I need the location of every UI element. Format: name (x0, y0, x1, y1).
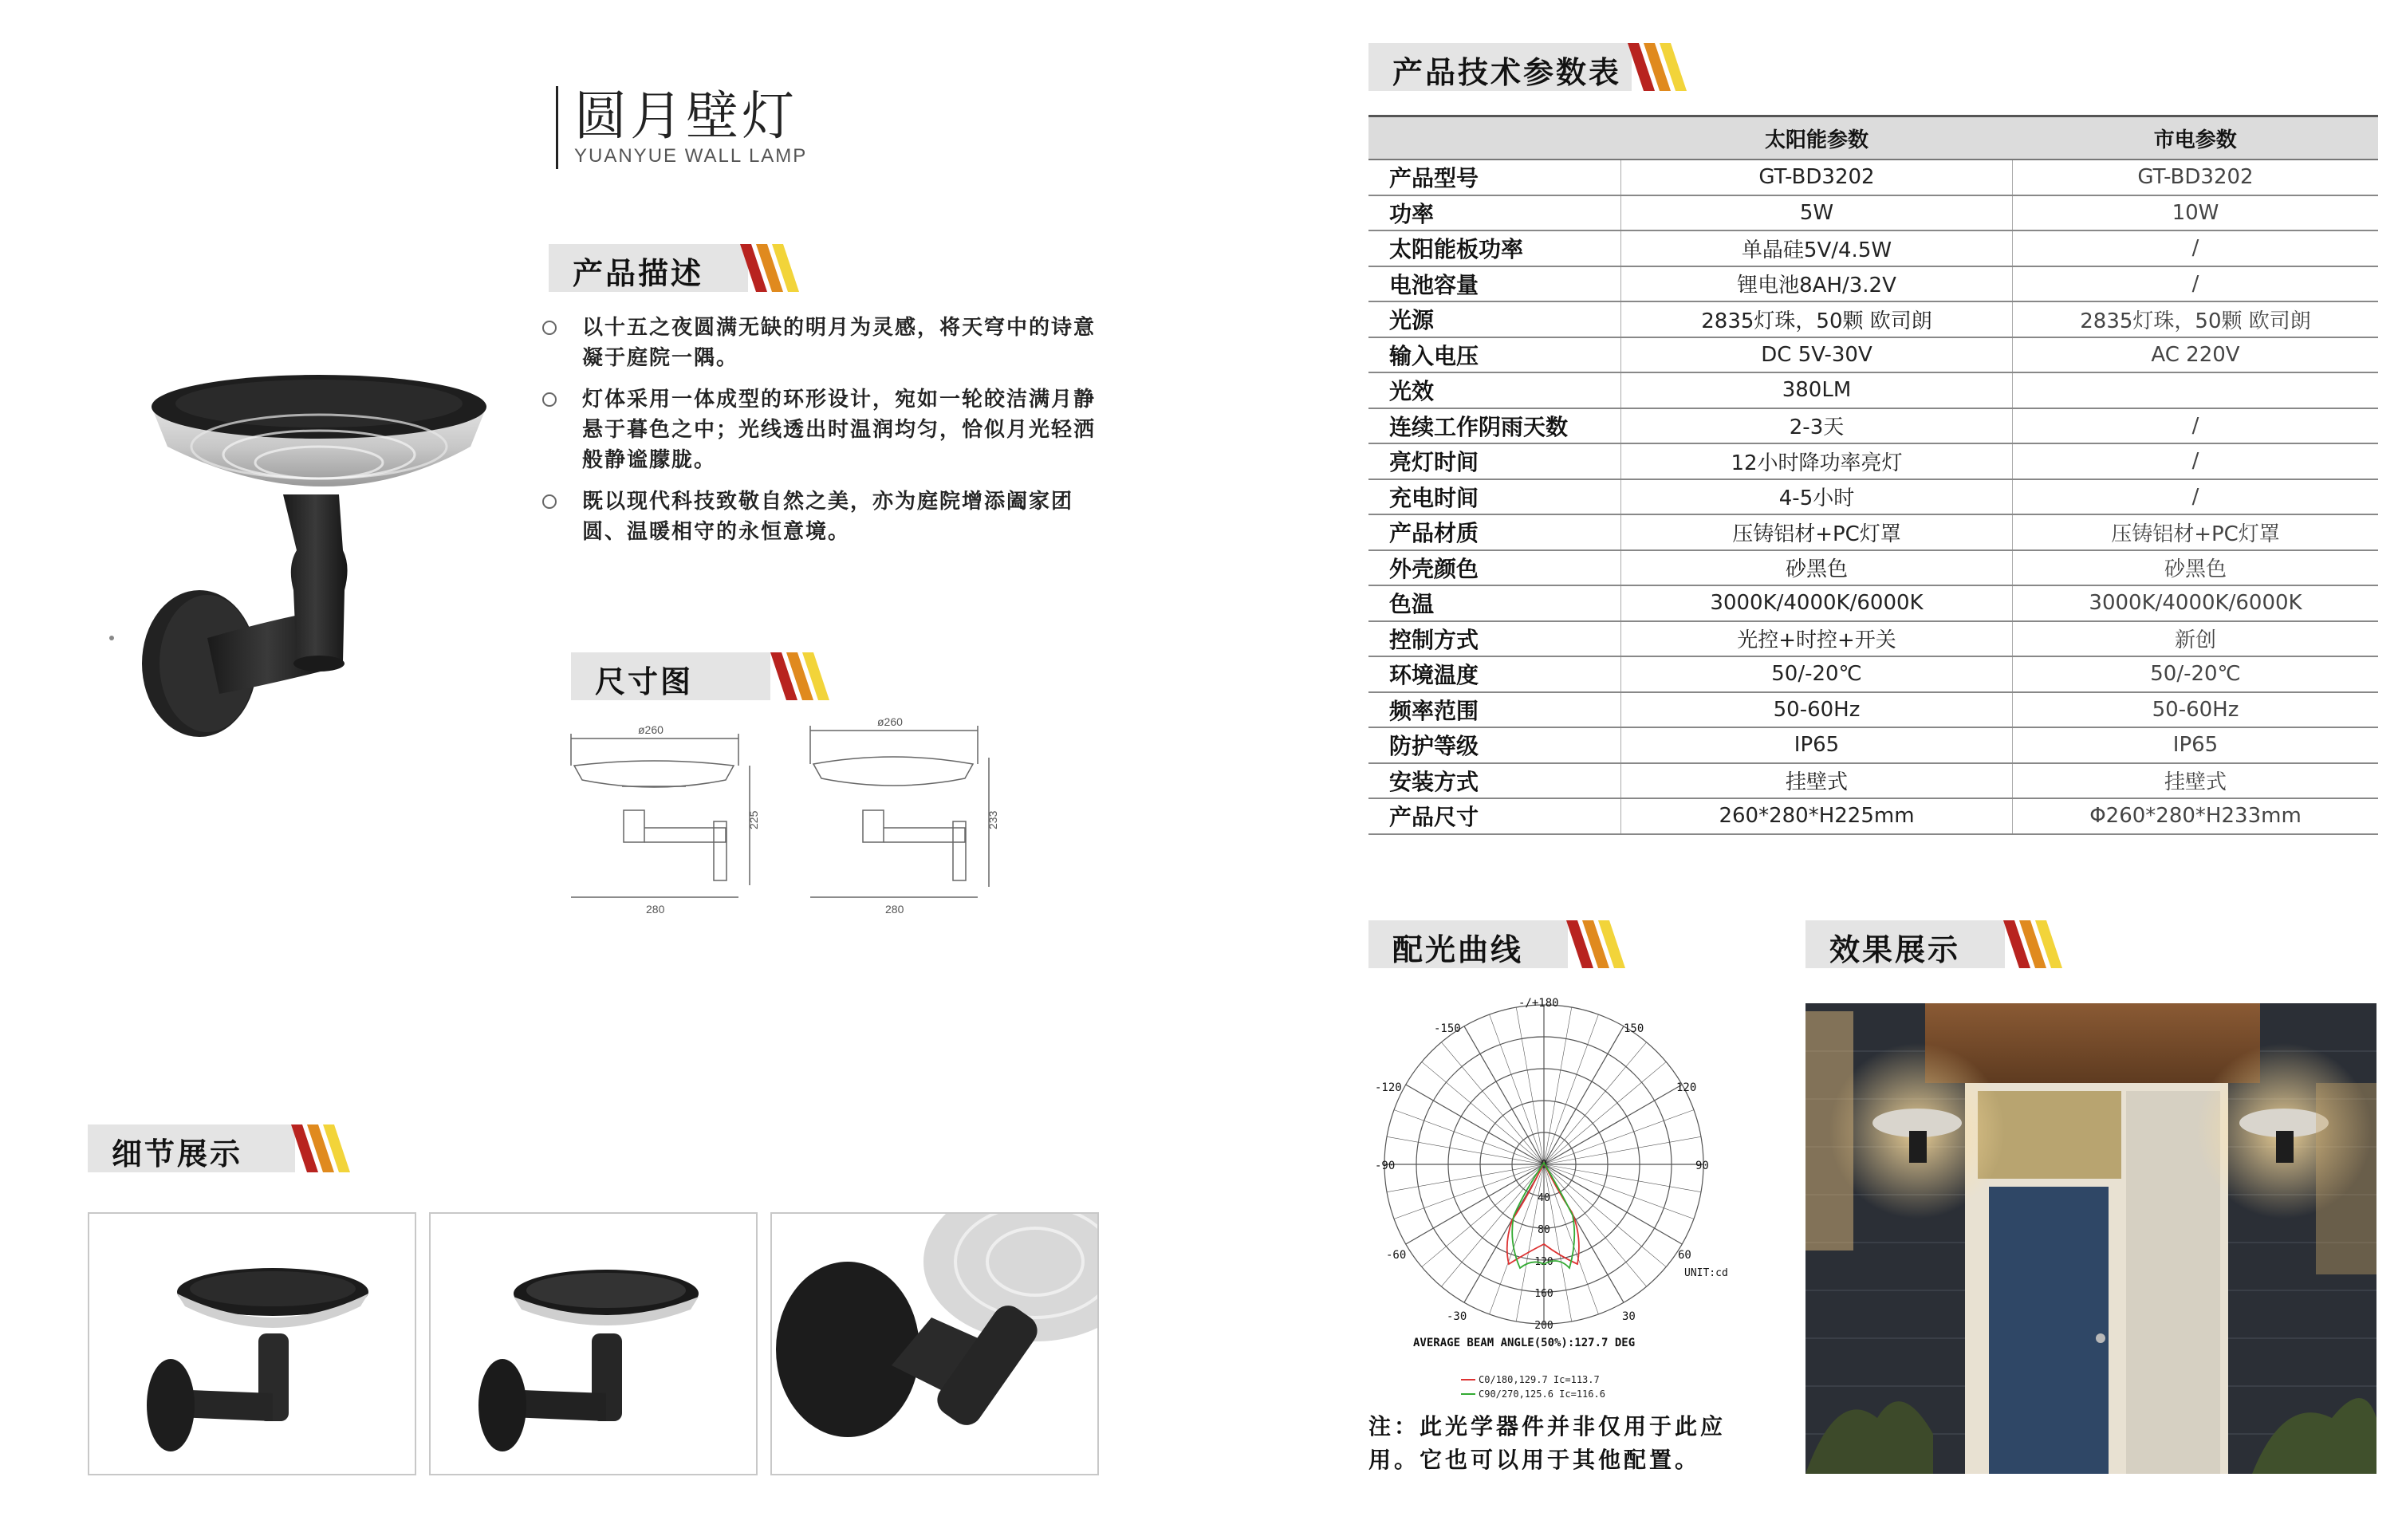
spec-solar: 2835灯珠，50颗 欧司朗 (1621, 301, 2013, 337)
stripe-decoration-icon (291, 1124, 363, 1172)
description-item: 以十五之夜圆满无缺的明月为灵感，将天穹中的诗意凝于庭院一隅。 (542, 313, 1101, 373)
spec-key: 频率范围 (1368, 692, 1621, 728)
section-label: 产品描述 (573, 256, 704, 291)
table-row (1368, 479, 2378, 515)
spec-mains: Φ260*280*H233mm (2013, 798, 2379, 834)
table-row (1368, 656, 2378, 692)
stripe-decoration-icon (2003, 920, 2075, 968)
table-row (1368, 372, 2378, 408)
spec-solar: IP65 (1621, 727, 2013, 763)
spec-mains: / (2013, 479, 2379, 515)
description-list (542, 313, 1101, 558)
spec-solar: 挂壁式 (1621, 763, 2013, 799)
polar-spoke (1544, 1164, 1666, 1267)
spec-mains: / (2013, 408, 2379, 444)
angle-label: 150 (1624, 1022, 1644, 1035)
radial-label: 120 (1534, 1256, 1553, 1268)
spec-key: 太阳能板功率 (1368, 230, 1621, 266)
table-header-cell: 太阳能参数 (1621, 116, 2013, 160)
polar-spoke (1422, 1061, 1544, 1164)
lamp-detail-image (772, 1214, 1097, 1474)
table-row (1368, 763, 2378, 799)
spec-key: 产品尺寸 (1368, 798, 1621, 834)
section-header-light-curve (1368, 920, 1640, 968)
spec-key: 环境温度 (1368, 656, 1621, 692)
angle-label: -60 (1386, 1249, 1407, 1262)
table-header-cell (1368, 116, 1621, 160)
spec-solar: 12小时降功率亮灯 (1621, 443, 2013, 479)
spec-key: 安装方式 (1368, 763, 1621, 799)
spec-solar: 260*280*H225mm (1621, 798, 2013, 834)
spec-mains: 2835灯珠，50颗 欧司朗 (2013, 301, 2379, 337)
spec-solar: 2-3天 (1621, 408, 2013, 444)
table-row (1368, 585, 2378, 621)
section-header-description (549, 244, 820, 292)
spec-key: 功率 (1368, 195, 1621, 231)
spec-key: 光效 (1368, 372, 1621, 408)
spec-mains: IP65 (2013, 727, 2379, 763)
optics-note: 注：此光学器件并非仅用于此应用。它也可以用于其他配置。 (1368, 1413, 1727, 1473)
spec-mains: 新创 (2013, 621, 2379, 657)
spec-solar: 3000K/4000K/6000K (1621, 585, 2013, 621)
dim-height-2: 233 (986, 810, 999, 829)
spec-solar: GT-BD3202 (1621, 160, 2013, 195)
angle-label: -30 (1447, 1310, 1467, 1323)
dim-width-1: 280 (646, 903, 665, 916)
spec-key: 产品材质 (1368, 514, 1621, 550)
spec-mains: / (2013, 266, 2379, 302)
spec-solar: 4-5小时 (1621, 479, 2013, 515)
spec-mains: 50-60Hz (2013, 692, 2379, 728)
spec-key: 连续工作阴雨天数 (1368, 408, 1621, 444)
angle-label: 90 (1695, 1160, 1709, 1172)
spec-mains: / (2013, 230, 2379, 266)
section-label: 配光曲线 (1392, 932, 1524, 967)
spec-key: 充电时间 (1368, 479, 1621, 515)
product-main-image (88, 351, 502, 750)
table-row (1368, 195, 2378, 231)
table-header-cell: 市电参数 (2013, 116, 2379, 160)
section-label: 细节展示 (112, 1136, 243, 1172)
product-title-en: YUANYUE WALL LAMP (574, 145, 808, 167)
stripe-decoration-icon (1628, 43, 1699, 91)
detail-photo-2 (429, 1212, 758, 1475)
angle-label: -150 (1434, 1022, 1461, 1035)
spec-mains (2013, 372, 2379, 408)
polar-spoke (1441, 1164, 1544, 1286)
beam-angle-label: AVERAGE BEAM ANGLE(50%):127.7 DEG (1413, 1337, 1636, 1349)
unit-label: UNIT:cd (1684, 1267, 1728, 1279)
table-row (1368, 514, 2378, 550)
polar-spoke (1544, 1042, 1647, 1164)
dim-diameter-2: ø260 (877, 718, 903, 728)
spec-key: 外壳颜色 (1368, 550, 1621, 586)
light-distribution-curve (1368, 989, 1743, 1404)
dimension-drawings (566, 718, 1013, 925)
radial-label: 160 (1534, 1288, 1553, 1300)
detail-photo-3 (770, 1212, 1099, 1475)
table-row (1368, 301, 2378, 337)
section-header-effect (1805, 920, 2077, 968)
table-header-row (1368, 116, 2378, 160)
spec-mains: 10W (2013, 195, 2379, 231)
legend-c0: C0/180,129.7 Ic=113.7 (1479, 1374, 1600, 1385)
angle-label: -120 (1375, 1081, 1402, 1094)
angle-label: 30 (1622, 1310, 1636, 1323)
polar-spoke (1441, 1042, 1544, 1164)
section-label: 产品技术参数表 (1392, 55, 1622, 90)
angle-label: -/+180 (1518, 997, 1559, 1010)
spec-mains: 50/-20℃ (2013, 656, 2379, 692)
spec-solar: DC 5V-30V (1621, 337, 2013, 373)
product-title: 圆月壁灯 (574, 85, 797, 147)
bullet-icon (542, 494, 557, 509)
polar-spoke (1544, 1164, 1647, 1286)
installation-scene-image (1805, 1003, 2376, 1474)
spec-key: 色温 (1368, 585, 1621, 621)
bullet-icon (542, 321, 557, 335)
spec-table (1368, 115, 2378, 835)
spec-solar: 5W (1621, 195, 2013, 231)
section-header-details (88, 1124, 375, 1172)
polar-spoke (1544, 1061, 1666, 1164)
table-row (1368, 550, 2378, 586)
spec-key: 电池容量 (1368, 266, 1621, 302)
table-row (1368, 408, 2378, 444)
spec-key: 亮灯时间 (1368, 443, 1621, 479)
table-row (1368, 621, 2378, 657)
spec-mains: GT-BD3202 (2013, 160, 2379, 195)
radial-label: 0 (1541, 1159, 1547, 1171)
dim-height-1: 225 (747, 810, 760, 829)
title-accent-bar (556, 86, 558, 169)
bullet-icon (542, 392, 557, 407)
spec-mains: 压铸铝材+PC灯罩 (2013, 514, 2379, 550)
radial-label: 40 (1538, 1192, 1550, 1204)
detail-photo-1 (88, 1212, 416, 1475)
section-header-specs (1368, 43, 1703, 91)
radial-label: 200 (1534, 1320, 1553, 1332)
stripe-decoration-icon (770, 652, 842, 700)
spec-mains: 3000K/4000K/6000K (2013, 585, 2379, 621)
dim-width-2: 280 (885, 903, 904, 916)
dim-diameter-1: ø260 (638, 723, 664, 736)
legend-c90: C90/270,125.6 Ic=116.6 (1479, 1388, 1605, 1400)
table-row (1368, 337, 2378, 373)
table-row (1368, 266, 2378, 302)
polar-spoke (1422, 1164, 1544, 1267)
spec-solar: 50-60Hz (1621, 692, 2013, 728)
spec-solar: 单晶硅5V/4.5W (1621, 230, 2013, 266)
table-row (1368, 230, 2378, 266)
description-item: 既以现代科技致敬自然之美，亦为庭院增添阖家团圆、温暖相守的永恒意境。 (542, 486, 1101, 547)
spec-solar: 50/-20℃ (1621, 656, 2013, 692)
spec-solar: 380LM (1621, 372, 2013, 408)
table-row (1368, 443, 2378, 479)
c90-curve (1512, 1163, 1574, 1268)
spec-key: 输入电压 (1368, 337, 1621, 373)
table-row (1368, 160, 2378, 195)
spec-mains: AC 220V (2013, 337, 2379, 373)
angle-label: 120 (1676, 1081, 1697, 1094)
spec-solar: 锂电池8AH/3.2V (1621, 266, 2013, 302)
spec-mains: / (2013, 443, 2379, 479)
stripe-decoration-icon (1566, 920, 1638, 968)
spec-key: 光源 (1368, 301, 1621, 337)
spec-mains: 挂壁式 (2013, 763, 2379, 799)
stripe-decoration-icon (740, 244, 812, 292)
lamp-detail-image (89, 1214, 415, 1474)
radial-label: 80 (1538, 1224, 1550, 1236)
table-row (1368, 727, 2378, 763)
spec-mains: 砂黑色 (2013, 550, 2379, 586)
table-row (1368, 798, 2378, 834)
description-item: 灯体采用一体成型的环形设计，宛如一轮皎洁满月静悬于暮色之中；光线透出时温润均匀，恰似月光轻洒般静谧朦胧。 (542, 384, 1101, 475)
dimension-drawing-2 (810, 726, 989, 897)
lamp-detail-image (431, 1214, 756, 1474)
effect-photo (1805, 1003, 2376, 1474)
spec-solar: 光控+时控+开关 (1621, 621, 2013, 657)
section-label: 尺寸图 (595, 664, 694, 699)
angle-label: 60 (1678, 1249, 1691, 1262)
spec-solar: 压铸铝材+PC灯罩 (1621, 514, 2013, 550)
section-label: 效果展示 (1829, 932, 1961, 967)
spec-key: 防护等级 (1368, 727, 1621, 763)
dimension-drawing-1 (571, 734, 750, 897)
spec-key: 控制方式 (1368, 621, 1621, 657)
table-row (1368, 692, 2378, 728)
angle-label: -90 (1375, 1160, 1396, 1172)
spec-key: 产品型号 (1368, 160, 1621, 195)
spec-solar: 砂黑色 (1621, 550, 2013, 586)
section-header-dimension (571, 652, 842, 700)
